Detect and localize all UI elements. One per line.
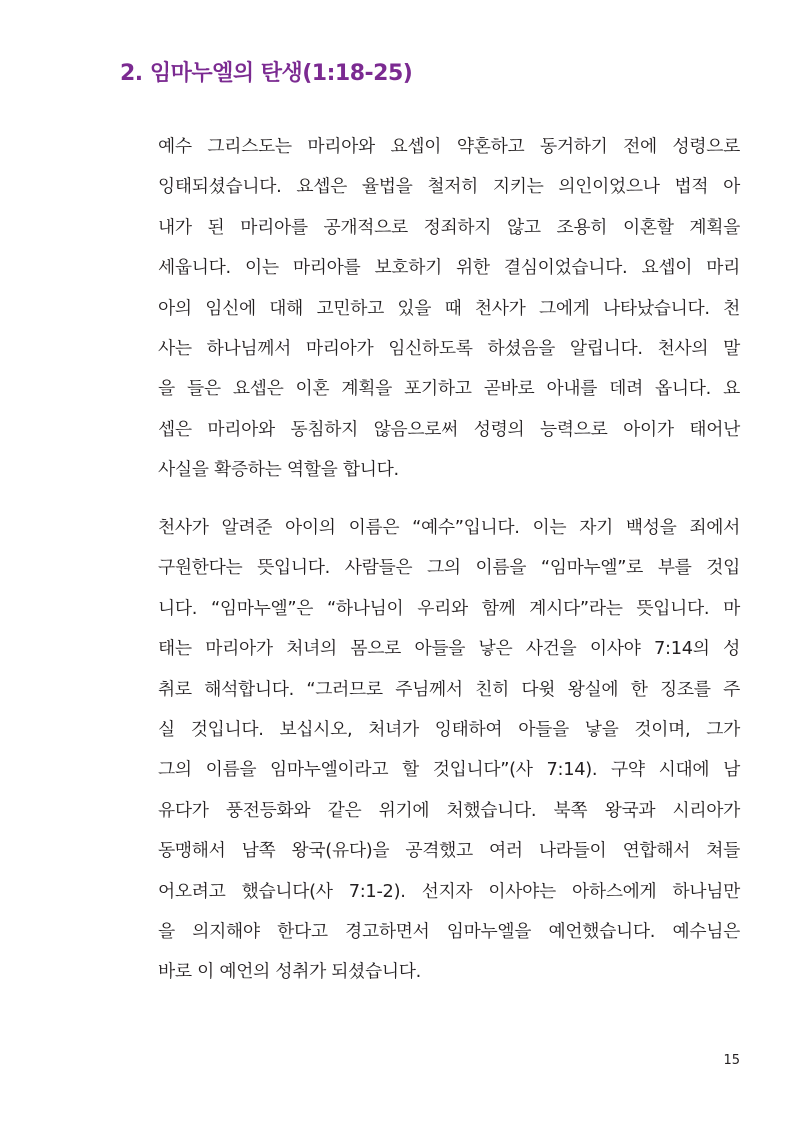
paragraph-line: 동맹해서 남쪽 왕국(유다)을 공격했고 여러 나라들이 연합해서 쳐들 (158, 840, 740, 862)
paragraph-line: 을 의지해야 한다고 경고하면서 임마누엘을 예언했습니다. 예수님은 (158, 920, 740, 942)
paragraph-line: 그의 이름을 임마누엘이라고 할 것입니다”(사 7:14). 구약 시대에 남 (158, 759, 740, 781)
paragraph-line: 잉태되셨습니다. 요셉은 율법을 철저히 지키는 의인이었으나 법적 아 (158, 176, 740, 198)
paragraph-line: 천사가 알려준 아이의 이름은 “예수”입니다. 이는 자기 백성을 죄에서 (158, 517, 740, 538)
paragraph-line: 바로 이 예언의 성취가 되셨습니다. (158, 961, 422, 983)
paragraph-line: 사실을 확증하는 역할을 합니다. (158, 459, 399, 481)
paragraph-line: 구원한다는 뜻입니다. 사람들은 그의 이름을 “임마누엘”로 부를 것입 (158, 557, 740, 579)
paragraph-2 (158, 508, 740, 993)
paragraph-line: 사는 하나님께서 마리아가 임신하도록 하셨음을 알립니다. 천사의 말 (158, 337, 740, 359)
paragraph-line: 세웁니다. 이는 마리아를 보호하기 위한 결심이었습니다. 요셉이 마리 (158, 257, 740, 279)
paragraph-line: 취로 해석합니다. “그러므로 주님께서 친히 다윗 왕실에 한 징조를 주 (158, 678, 740, 700)
page-number: 15 (723, 1053, 740, 1068)
paragraph-line: 태는 마리아가 처녀의 몸으로 아들을 낳은 사건을 이사야 7:14의 성 (158, 638, 740, 660)
paragraph-line: 예수 그리스도는 마리아와 요셉이 약혼하고 동거하기 전에 성령으로 (158, 136, 740, 157)
paragraph-line: 유다가 풍전등화와 같은 위기에 처했습니다. 북쪽 왕국과 시리아가 (158, 799, 740, 821)
section-heading: 2. 임마누엘의 탄생(1:18-25) (120, 61, 413, 86)
paragraph-line: 아의 임신에 대해 고민하고 있을 때 천사가 그에게 나타났습니다. 천 (158, 297, 740, 319)
paragraph-line: 실 것입니다. 보십시오, 처녀가 잉태하여 아들을 낳을 것이며, 그가 (158, 718, 740, 740)
paragraph-line: 내가 된 마리아를 공개적으로 정죄하지 않고 조용히 이혼할 계획을 (158, 216, 740, 238)
paragraph-line: 어오려고 했습니다(사 7:1-2). 선지자 이사야는 아하스에게 하나님만 (158, 880, 740, 902)
paragraph-line: 을 들은 요셉은 이혼 계획을 포기하고 곧바로 아내를 데려 옵니다. 요 (158, 378, 740, 400)
paragraph-1 (158, 127, 740, 491)
paragraph-line: 니다. “임마누엘”은 “하나님이 우리와 함께 계시다”라는 뜻입니다. 마 (158, 597, 740, 619)
paragraph-line: 셉은 마리아와 동침하지 않음으로써 성령의 능력으로 아이가 태어난 (158, 418, 740, 440)
